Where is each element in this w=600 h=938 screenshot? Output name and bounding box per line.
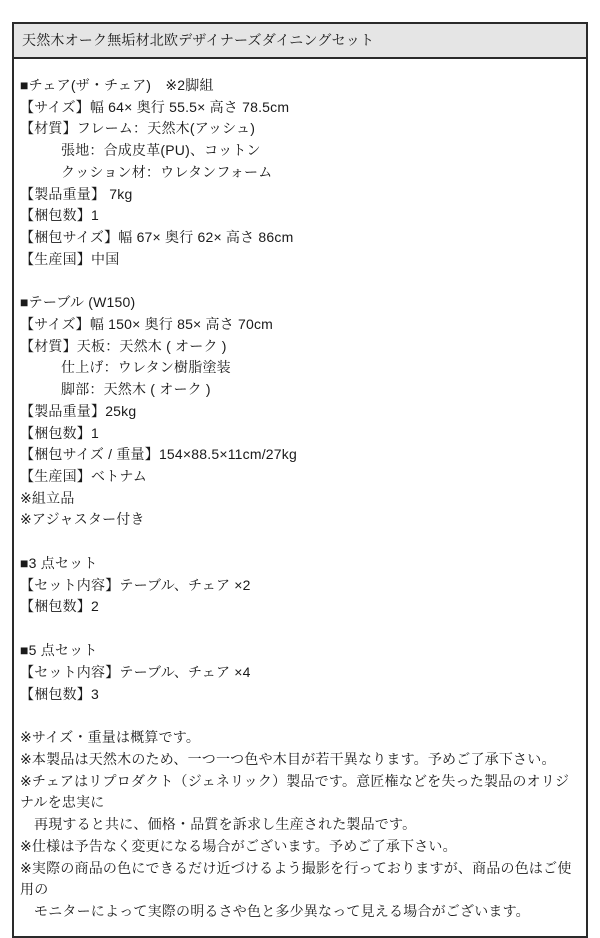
spec-line-material: 【材質】フレーム：天然木(アッシュ) <box>20 120 256 137</box>
spec-section-5set <box>20 640 578 705</box>
note-line: ※チェアはリプロダクト（ジェネリック）製品です。意匠権などを失った製品のオリジナルを忠実に <box>20 772 570 811</box>
spec-line-size: 【サイズ】幅 64× 奥行 55.5× 高さ 78.5cm <box>20 98 290 115</box>
note-line-continuation: 再現すると共に、価格・品質を訴求し生産された製品です。 <box>34 816 417 833</box>
spec-line-adjuster: ※アジャスター付き <box>20 511 145 528</box>
spec-line-package-size: 【梱包サイズ】幅 67× 奥行 62× 高さ 86cm <box>20 228 294 245</box>
spec-line-package-size: 【梱包サイズ / 重量】154×88.5×11cm/27kg <box>20 446 297 463</box>
panel-title: 天然木オーク無垢材北欧デザイナーズダイニングセット <box>14 24 586 59</box>
note-line-continuation: モニターによって実際の明るさや色と多少異なって見える場合がございます。 <box>34 902 530 919</box>
spec-line-size: 【サイズ】幅 150× 奥行 85× 高さ 70cm <box>20 316 274 333</box>
note-line: ※サイズ・重量は概算です。 <box>20 729 201 746</box>
spec-line-set-contents: 【セット内容】テーブル、チェア ×4 <box>20 663 251 680</box>
spec-line-cushion: クッション材：ウレタンフォーム <box>61 163 273 180</box>
spec-line-set-contents: 【セット内容】テーブル、チェア ×2 <box>20 576 251 593</box>
spec-section-table <box>20 292 578 531</box>
spec-line-country: 【生産国】ベトナム <box>20 467 148 484</box>
spec-line-weight: 【製品重量】 7kg <box>20 185 133 202</box>
spec-line-package-count: 【梱包数】3 <box>20 685 99 702</box>
notes-section <box>20 727 578 922</box>
section-heading: ■テーブル (W150) <box>20 294 136 311</box>
product-spec-panel <box>12 22 588 938</box>
note-line: ※実際の商品の色にできるだけ近づけるよう撮影を行っておりますが、商品の色はご使用の <box>20 859 572 898</box>
spec-line-country: 【生産国】中国 <box>20 250 120 267</box>
spec-section-3set <box>20 553 578 618</box>
section-heading: ■5 点セット <box>20 642 98 659</box>
note-line: ※本製品は天然木のため、一つ一つ色や木目が若干異なります。予めご了承下さい。 <box>20 750 556 767</box>
section-heading: ■3 点セット <box>20 555 98 572</box>
note-line: ※仕様は予告なく変更になる場合がございます。予めご了承下さい。 <box>20 837 457 854</box>
spec-line-package-count: 【梱包数】1 <box>20 424 99 441</box>
spec-line-material: 【材質】天板：天然木 ( オーク ) <box>20 337 227 354</box>
section-heading: ■チェア(ザ・チェア) ※2脚組 <box>20 77 214 93</box>
spec-line-package-count: 【梱包数】1 <box>20 207 99 224</box>
panel-content <box>14 59 586 936</box>
spec-line-upholstery: 張地：合成皮革(PU)、コットン <box>61 142 261 159</box>
spec-line-legs: 脚部：天然木 ( オーク ) <box>61 381 211 398</box>
spec-line-finish: 仕上げ：ウレタン樹脂塗装 <box>61 359 231 376</box>
spec-line-assembly: ※組立品 <box>20 489 75 506</box>
spec-line-weight: 【製品重量】25kg <box>20 402 137 419</box>
spec-section-chair <box>20 75 578 270</box>
spec-line-package-count: 【梱包数】2 <box>20 598 99 615</box>
